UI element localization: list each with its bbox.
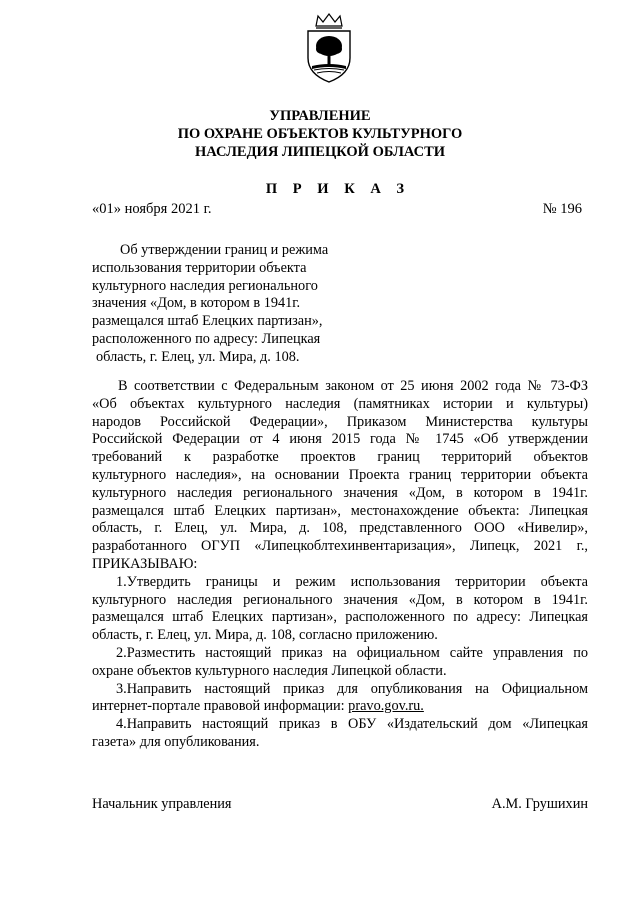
body-line: размещался штаб Елецких партизан», расположенного по адресу: Липецкая — [92, 609, 588, 626]
body-line: Российской Федерации от 4 июня 2015 года № 1745 «Об утверждении — [92, 431, 588, 448]
organization-name — [0, 107, 640, 161]
org-line-2: ПО ОХРАНЕ ОБЪЕКТОВ КУЛЬТУРНОГО — [177, 126, 463, 142]
body-line-item-4: 4.Направить настоящий приказ в ОБУ «Издательский дом «Липецкая — [116, 716, 588, 733]
pravo-link[interactable]: pravo.gov.ru. — [348, 698, 424, 715]
subject-line: размещался штаб Елецких партизан», — [92, 313, 323, 330]
body-line: требований к разработке проектов границ территорий объектов — [92, 449, 588, 466]
body-line-order-verb: ПРИКАЗЫВАЮ: — [92, 555, 198, 572]
lipetsk-coat-of-arms-icon — [300, 12, 358, 84]
body-line-with-link — [92, 698, 588, 716]
body-line: размещался штаб Елецких партизан», местонахождение объекта: Липецкая — [92, 502, 588, 519]
order-date: «01» ноября 2021 г. — [92, 201, 212, 217]
body-line: культурного наследия регионального значения «Дом, в котором в 1941г. — [92, 484, 588, 501]
body-line-text: интернет-портале правовой информации: — [92, 698, 349, 715]
order-subject — [92, 242, 352, 367]
body-line-item-3: 3.Направить настоящий приказ для опубликования на Официальном — [116, 680, 588, 697]
body-line: разработанного ОГУП «Липецкоблтехинвентаризация», Липецк, 2021 г., — [92, 538, 588, 555]
body-line: область, г. Елец, ул. Мира, д. 108, представленного ООО «Нивелир», — [92, 520, 588, 537]
body-line: охране объектов культурного наследия Липецкой области. — [92, 662, 447, 679]
body-line: народов Российской Федерации», Приказом Министерства культуры — [92, 413, 588, 430]
body-line: культурного наследия регионального значения «Дом, в котором в 1941г. — [92, 591, 588, 608]
subject-line: область, г. Елец, ул. Мира, д. 108. — [96, 348, 300, 365]
body-line-item-2: 2.Разместить настоящий приказ на официальном сайте управления по — [116, 644, 588, 661]
subject-line: культурного наследия регионального — [92, 277, 318, 294]
subject-line: Об утверждении границ и режима — [120, 242, 329, 258]
order-number: № 196 — [542, 201, 582, 217]
subject-line: расположенного по адресу: Липецкая — [92, 330, 321, 347]
body-line: газета» для опубликования. — [92, 733, 260, 750]
body-line-item-1: 1.Утвердить границы и режим использования территории объекта — [116, 573, 588, 590]
signer-title: Начальник управления — [92, 796, 232, 812]
body-line: В соответствии с Федеральным законом от 25 июня 2002 года № 73-ФЗ — [118, 378, 588, 394]
body-line: область, г. Елец, ул. Мира, д. 108, согласно приложению. — [92, 627, 438, 644]
subject-line: значения «Дом, в котором в 1941г. — [92, 295, 301, 312]
order-title: П Р И К А З — [265, 181, 411, 197]
subject-line: использования территории объекта — [92, 259, 307, 276]
org-line-1: УПРАВЛЕНИЕ — [269, 108, 371, 124]
order-body — [92, 378, 588, 752]
signer-name: А.М. Грушихин — [491, 796, 588, 812]
org-line-3: НАСЛЕДИЯ ЛИПЕЦКОЙ ОБЛАСТИ — [194, 144, 446, 160]
body-line: «Об объектах культурного наследия (памятниках истории и культуры) — [92, 395, 588, 412]
body-line: культурного наследия», на основании Проекта границ территории объекта — [92, 466, 588, 483]
